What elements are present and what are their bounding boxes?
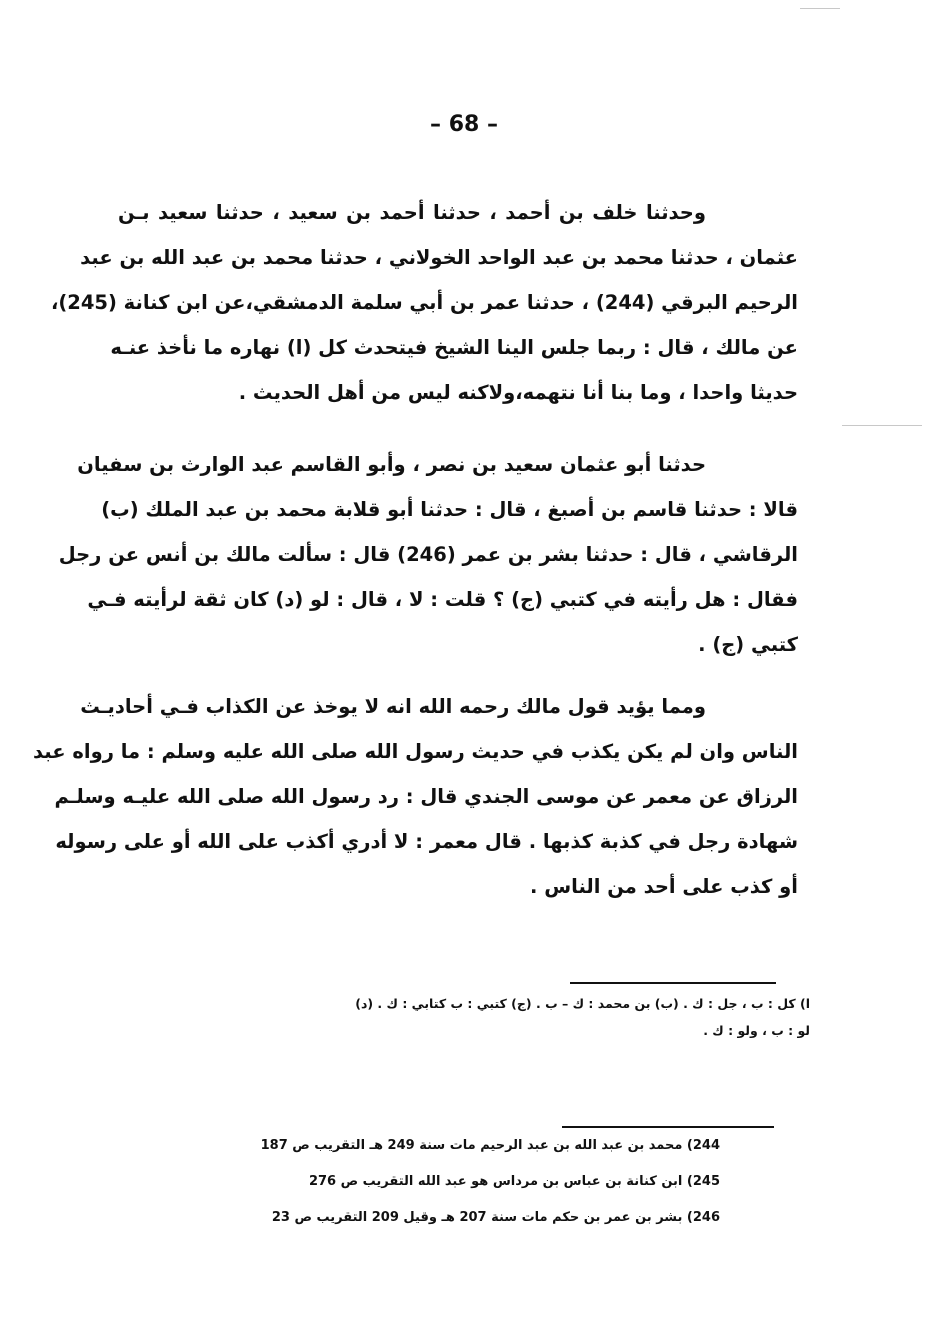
text-line: قالا : حدثنا قاسم بن أصبغ ، قال : حدثنا أبو قلابة محمد بن عبد الملك (ب) — [101, 498, 798, 521]
reference-line: 244) محمد بن عبد الله بن عبد الرحيم مات سنة 249 هـ التقريب ص 187 — [260, 1138, 720, 1153]
reference-notes — [200, 1128, 720, 1236]
text-line: الرقاشي ، قال : حدثنا بشر بن عمر (246) قال : سألت مالك بن أنس عن رجل — [58, 543, 798, 566]
text-line: حدثنا أبو عثمان سعيد بن نصر ، وأبو القاسم عبد الوارث بن سفيان — [77, 453, 706, 476]
text-line: عن مالك ، قال : ربما جلس الينا الشيخ فيتحدث كل (ا) نهاره ما نأخذ عنـه — [110, 336, 798, 359]
paragraph — [50, 190, 798, 415]
text-line: أو كذب على أحد من الناس . — [530, 875, 798, 898]
text-line: فقال : هل رأيته في كتبي (ج) ؟ قلت : لا ، قال : لو (د) كان ثقة لرأيته فـي — [87, 588, 798, 611]
paragraph — [58, 442, 798, 667]
text-line: ومما يؤيد قول مالك رحمه الله انه لا يوخذ عن الكذاب فـي أحاديـث — [80, 695, 706, 718]
text-line: كتبي (ج) . — [698, 633, 798, 656]
text-line: حديثا واحدا ، وما بنا أنا نتهمه،ولاكنه ليس من أهل الحديث . — [238, 381, 798, 404]
text-line: وحدثنا خلف بن أحمد ، حدثنا أحمد بن سعيد ، حدثنا سعيد بـن — [118, 201, 706, 224]
text-line: الرحيم البرقي (244) ، حدثنا عمر بن أبي سلمة الدمشقي،عن ابن كنانة (245)، — [50, 291, 798, 314]
text-line: الناس وان لم يكن يكذب في حديث رسول الله صلى الله عليه وسلم : ما رواه عبد — [33, 740, 798, 763]
text-line: شهادة رجل في كذبة كذبها . قال معمر : لا أدري أكذب على الله أو على رسوله — [55, 830, 798, 853]
text-line: عثمان ، حدثنا محمد بن عبد الواحد الخولاني ، حدثنا محمد بن عبد الله بن عبد — [80, 246, 798, 269]
footnote-divider — [570, 982, 776, 984]
scan-mark — [842, 425, 922, 426]
text-line: الرزاق عن معمر عن موسى الجندي قال : رد رسول الله صلى الله عليـه وسلـم — [54, 785, 798, 808]
note-line: لو : ب ، ولو : ك . — [703, 1023, 810, 1038]
scan-mark — [800, 8, 840, 9]
variant-notes — [110, 990, 810, 1044]
page-number: – 68 – — [430, 112, 498, 137]
reference-line: 245) ابن كنانة بن عباس بن مرداس هو عبد الله التقريب ص 276 — [308, 1174, 720, 1189]
note-line: ا) كل : ب ، جل : ك . (ب) بن محمد : ك – ب . (ج) كتبي : ب كتابي : ك . (د) — [355, 996, 810, 1011]
paragraph — [33, 684, 798, 909]
reference-line: 246) بشر بن عمر بن حكم مات سنة 207 هـ وقيل 209 التقريب ص 23 — [271, 1210, 720, 1225]
